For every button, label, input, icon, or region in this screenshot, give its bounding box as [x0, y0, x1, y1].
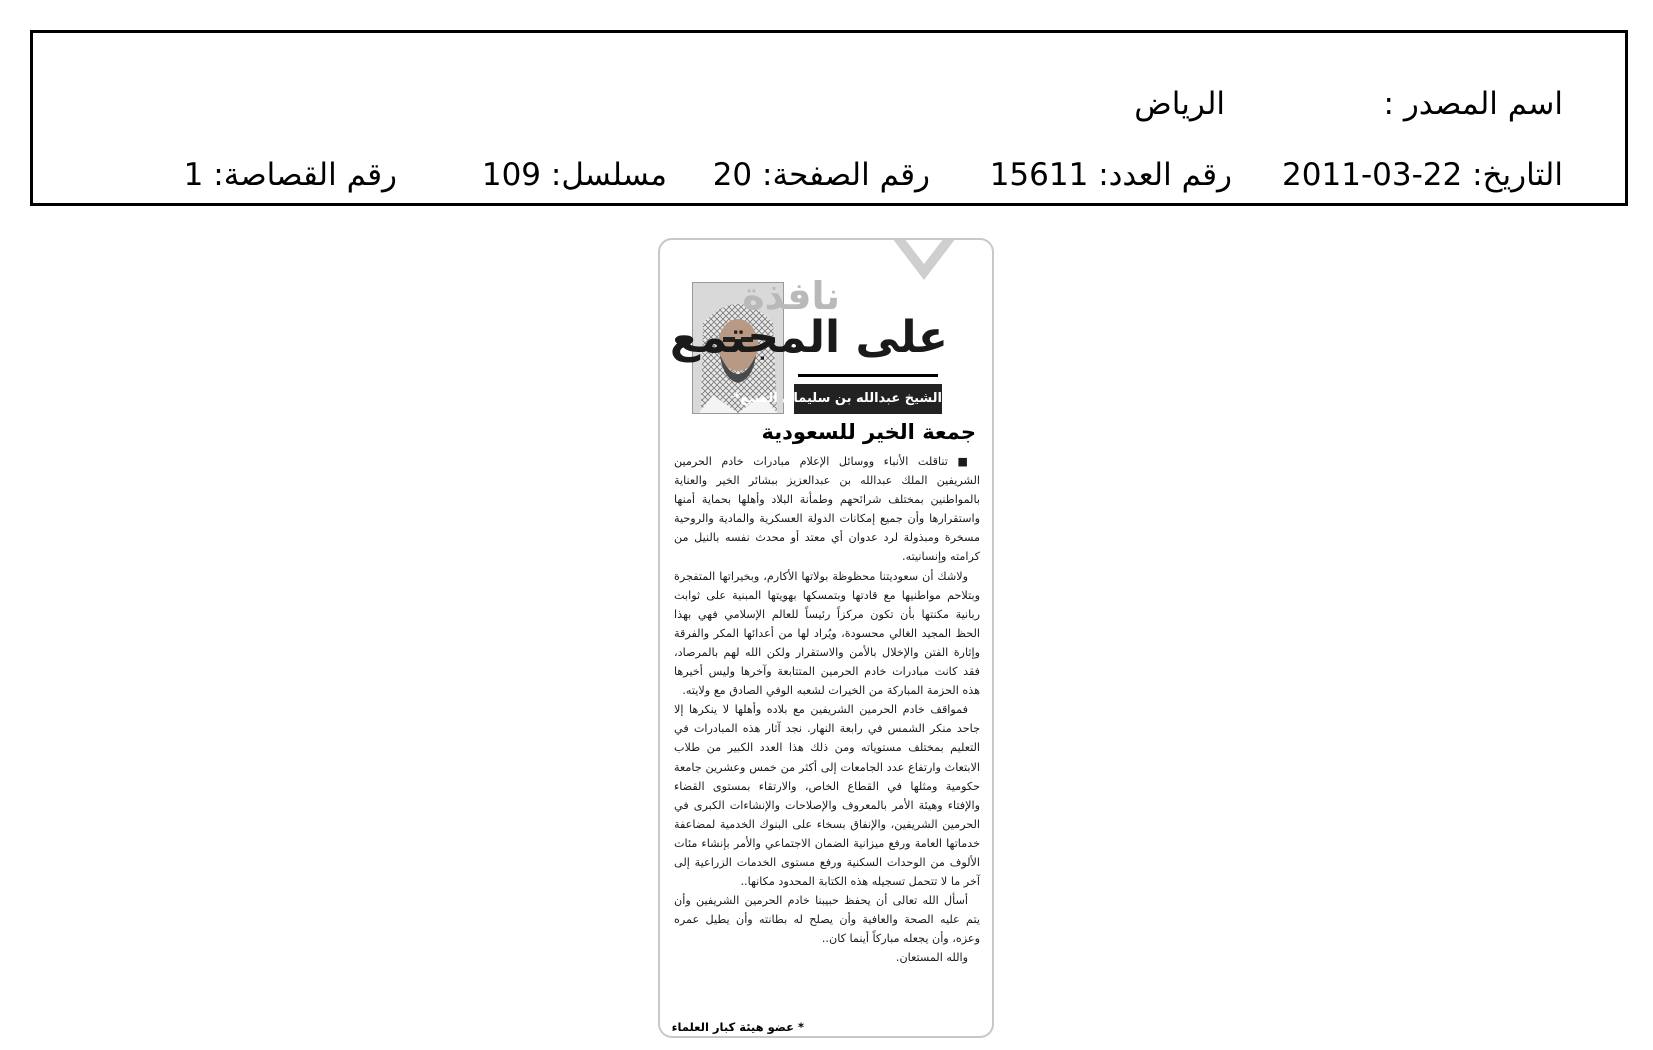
issue-field — [990, 150, 1232, 200]
issue-label: رقم العدد: — [1098, 157, 1232, 193]
corner-triangle-inner — [904, 238, 944, 264]
clip-number-value: 1 — [183, 157, 204, 193]
source-row — [33, 79, 1625, 129]
date-field — [1282, 150, 1563, 200]
article-body — [674, 452, 980, 968]
column-title-line-1: نافذة — [742, 274, 840, 318]
source-label: اسم المصدر : — [1383, 86, 1563, 122]
page-field — [713, 150, 930, 200]
author-name-tag: الشيخ عبدالله بن سليمان المنيع* — [794, 384, 942, 414]
page-label: رقم الصفحة: — [762, 157, 930, 193]
clip-number-label: رقم القصاصة: — [213, 157, 397, 193]
article-paragraph: فمواقف خادم الحرمين الشريفين مع بلاده وأهلها لا ينكرها إلا جاحد منكر الشمس في رابعة النهار. نجد آثار هذه المبادرات في التعليم بمختلف مستوياته ومن ذلك هذا العدد الكبير من طلاب الابتعاث وارتفاع عدد الجامعات إلى أكثر من خمس وعشرين جامعة حكومية ومثلها في القطاع الخاص، والارتقاء بمستوى القضاء والإفتاء وهيئة الأمر بالمعروف والإصلاحات والإنشاءات الكبرى في الحرمين الشريفين، والإنفاق بسخاء على البنوك الخدمية لمضاعفة خدماتها العامة ورفع ميزانية الضمان الاجتماعي والأمر بإنشاء مئات الألوف من الوحدات السكنية ورفع مستوى الخدمات الزراعية إلى آخر ما لا تتحمل تسجيله هذه الكتابة المحدود مكانها.. — [674, 703, 980, 889]
newspaper-clipping — [658, 238, 994, 1038]
author-signature: * عضو هيئة كبار العلماء — [671, 1020, 804, 1034]
serial-label: مسلسل: — [550, 157, 667, 193]
serial-field — [482, 150, 667, 200]
column-title-line-2: على المجتمع — [669, 312, 948, 363]
page-value: 20 — [712, 157, 753, 193]
article-paragraph: ولاشك أن سعوديتنا محظوظة بولاتها الأكارم، وبخيراتها المتفجرة وبتلاحم مواطنيها مع قادتها وبتمسكها بهويتها المبنية على ثوابت ربانية مكنتها بأن تكون مركزاً رئيساً للعالم الإسلامي فهي بهذا الحظ المجيد الغالي محسودة، ويُراد لها من أعدائها المكر والفرقة وإثارة الفتن والإخلال بالأمن والاستقرار ولكن الله لهم بالمرصاد، فقد كانت مبادرات خادم الحرمين المتتابعة وآخرها وليس أخيرها هذه الحزمة المباركة من الخيرات لشعبه الوفي الصادق مع ولايته. — [674, 569, 980, 698]
date-value: 2011-03-22 — [1282, 157, 1463, 193]
article-paragraph: ■ تناقلت الأنباء ووسائل الإعلام مبادرات خادم الحرمين الشريفين الملك عبدالله بن عبدالعزيز ببشائر الخير والعناية بالمواطنين بمختلف شرائحهم وطمأنة البلاد وأهلها بحماية أمنها واستقرارها وأن جميع إمكانات الدولة العسكرية والمادية والروحية مسخرة ومبذولة لرد عدوان أي معتد أو محدث نفسه بالنيل من كرامته وإنسانيته. — [674, 455, 980, 564]
article-paragraph: أسأل الله تعالى أن يحفظ حبيبنا خادم الحرمين الشريفين وأن يتم عليه الصحة والعافية وأن يصلح له بطانته وأن يطيل عمره وعزه، وأن يجعله مباركاً أينما كان.. — [674, 894, 980, 946]
metadata-box — [30, 30, 1628, 206]
column-title-rule — [798, 374, 938, 377]
clip-number-field — [184, 150, 397, 200]
issue-value: 15611 — [989, 157, 1089, 193]
source-value: الرياض — [1134, 86, 1225, 122]
article-headline: جمعة الخير للسعودية — [761, 420, 976, 444]
article-paragraph: والله المستعان. — [895, 951, 968, 965]
serial-value: 109 — [481, 157, 542, 193]
date-label: التاريخ: — [1472, 157, 1563, 193]
details-row — [33, 150, 1625, 200]
